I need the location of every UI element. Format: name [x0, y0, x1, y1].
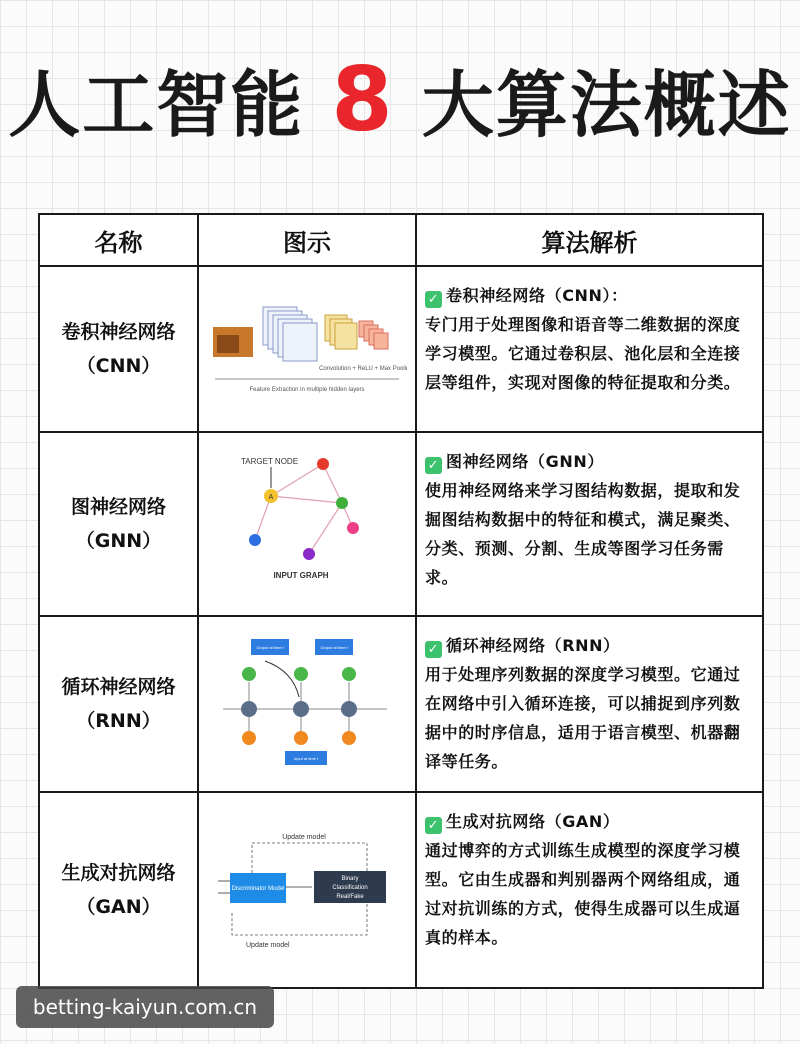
rnn-output-node	[342, 667, 356, 681]
rnn-figure	[198, 616, 416, 792]
row-heading: ✓ 生成对抗网络（GAN）	[425, 807, 756, 836]
row-text: 用于处理序列数据的深度学习模型。它通过在网络中引入循环连接，可以捕捉到序列数据中的时序信息，适用于语言模型、机器翻译等任务。	[425, 665, 741, 771]
row-heading: ✓ 循环神经网络（RNN）	[425, 631, 756, 660]
svg-text:Discriminator Model: Discriminator Model	[231, 886, 285, 892]
svg-text:Output at time t: Output at time t	[320, 645, 348, 650]
header-name: 名称	[39, 214, 198, 266]
caption-bottom: Feature Extraction in multiple hidden layers	[249, 387, 365, 393]
cnn-diagram	[207, 297, 407, 397]
row-text: 通过博弈的方式训练生成模型的深度学习模型。它由生成器和判别器两个网络组成，通过对抗训练的方式，使得生成器可以生成逼真的样本。	[425, 841, 741, 947]
node-red	[317, 458, 329, 470]
gan-diagram	[212, 823, 402, 953]
svg-text:Output at time t: Output at time t	[256, 645, 284, 650]
rnn-hidden-node	[241, 701, 257, 717]
node-green	[336, 497, 348, 509]
rnn-input-node	[294, 731, 308, 745]
input-graph-caption: INPUT GRAPH	[273, 571, 329, 580]
rnn-input-node	[342, 731, 356, 745]
svg-text:Real/Fake: Real/Fake	[336, 894, 364, 900]
rnn-output-node	[294, 667, 308, 681]
row-text: 专门用于处理图像和语音等二维数据的深度学习模型。它通过卷积层、池化层和全连接层等组件，实现对图像的特征提取和分类。	[425, 315, 741, 392]
update-model-bottom: Update model	[246, 942, 290, 949]
row-heading: ✓ 卷积神经网络（CNN）：	[425, 281, 756, 310]
row-name-cell	[39, 792, 198, 988]
row-abbr: （GNN）	[75, 530, 162, 552]
svg-text:Input at time t: Input at time t	[293, 756, 319, 761]
gnn-figure	[198, 432, 416, 616]
check-icon: ✓	[425, 291, 442, 308]
row-description-cell	[416, 616, 763, 792]
row-heading: ✓ 图神经网络（GNN）	[425, 447, 756, 476]
node-blue	[249, 534, 261, 546]
svg-text:Binary: Binary	[341, 876, 359, 882]
row-name: 卷积神经网络	[61, 321, 176, 343]
rnn-diagram	[217, 637, 397, 767]
row-text: 使用神经网络来学习图结构数据，提取和发掘图结构数据中的特征和模式，满足聚类、分类、预测、分割、生成等图学习任务需求。	[425, 481, 741, 587]
header-figure: 图示	[198, 214, 416, 266]
feature-maps-orange	[325, 315, 388, 349]
row-description-cell	[416, 432, 763, 616]
row-name-cell	[39, 616, 198, 792]
cnn-figure	[198, 266, 416, 432]
header-analysis: 算法解析	[416, 214, 763, 266]
rnn-input-node	[242, 731, 256, 745]
node-pink	[347, 522, 359, 534]
target-node-label: TARGET NODE	[241, 457, 299, 466]
table-row-gan	[39, 792, 763, 988]
update-model-top: Update model	[282, 834, 326, 841]
row-name-cell	[39, 266, 198, 432]
svg-text:Classification: Classification	[332, 885, 368, 891]
rnn-output-node	[242, 667, 256, 681]
title-text-before: 人工智能	[8, 63, 305, 147]
table-row-cnn	[39, 266, 763, 432]
row-name: 图神经网络	[70, 496, 166, 518]
row-description-cell	[416, 792, 763, 988]
caption-top: Convolution + ReLU + Max Pooling	[319, 366, 407, 372]
row-abbr: （CNN）	[76, 355, 161, 377]
table-row-rnn	[39, 616, 763, 792]
page-title	[0, 48, 800, 153]
algorithm-table	[38, 213, 764, 989]
check-icon: ✓	[425, 641, 442, 658]
gan-figure	[198, 792, 416, 988]
row-name-cell	[39, 432, 198, 616]
row-name: 生成对抗网络	[61, 862, 176, 884]
row-abbr: （RNN）	[76, 710, 161, 732]
row-name: 循环神经网络	[61, 676, 176, 698]
title-number: 8	[331, 48, 395, 151]
title-text-after: 大算法概述	[421, 63, 792, 147]
gnn-diagram	[227, 452, 387, 592]
watermark: betting-kaiyun.com.cn	[16, 986, 274, 1028]
node-label: A	[268, 494, 274, 501]
node-purple	[303, 548, 315, 560]
table-row-gnn	[39, 432, 763, 616]
feature-maps-blue	[263, 307, 317, 361]
row-abbr: （GAN）	[76, 896, 161, 918]
check-icon: ✓	[425, 817, 442, 834]
check-icon: ✓	[425, 457, 442, 474]
rnn-hidden-node	[293, 701, 309, 717]
row-description-cell	[416, 266, 763, 432]
table-header-row	[39, 214, 763, 266]
rnn-hidden-node	[341, 701, 357, 717]
